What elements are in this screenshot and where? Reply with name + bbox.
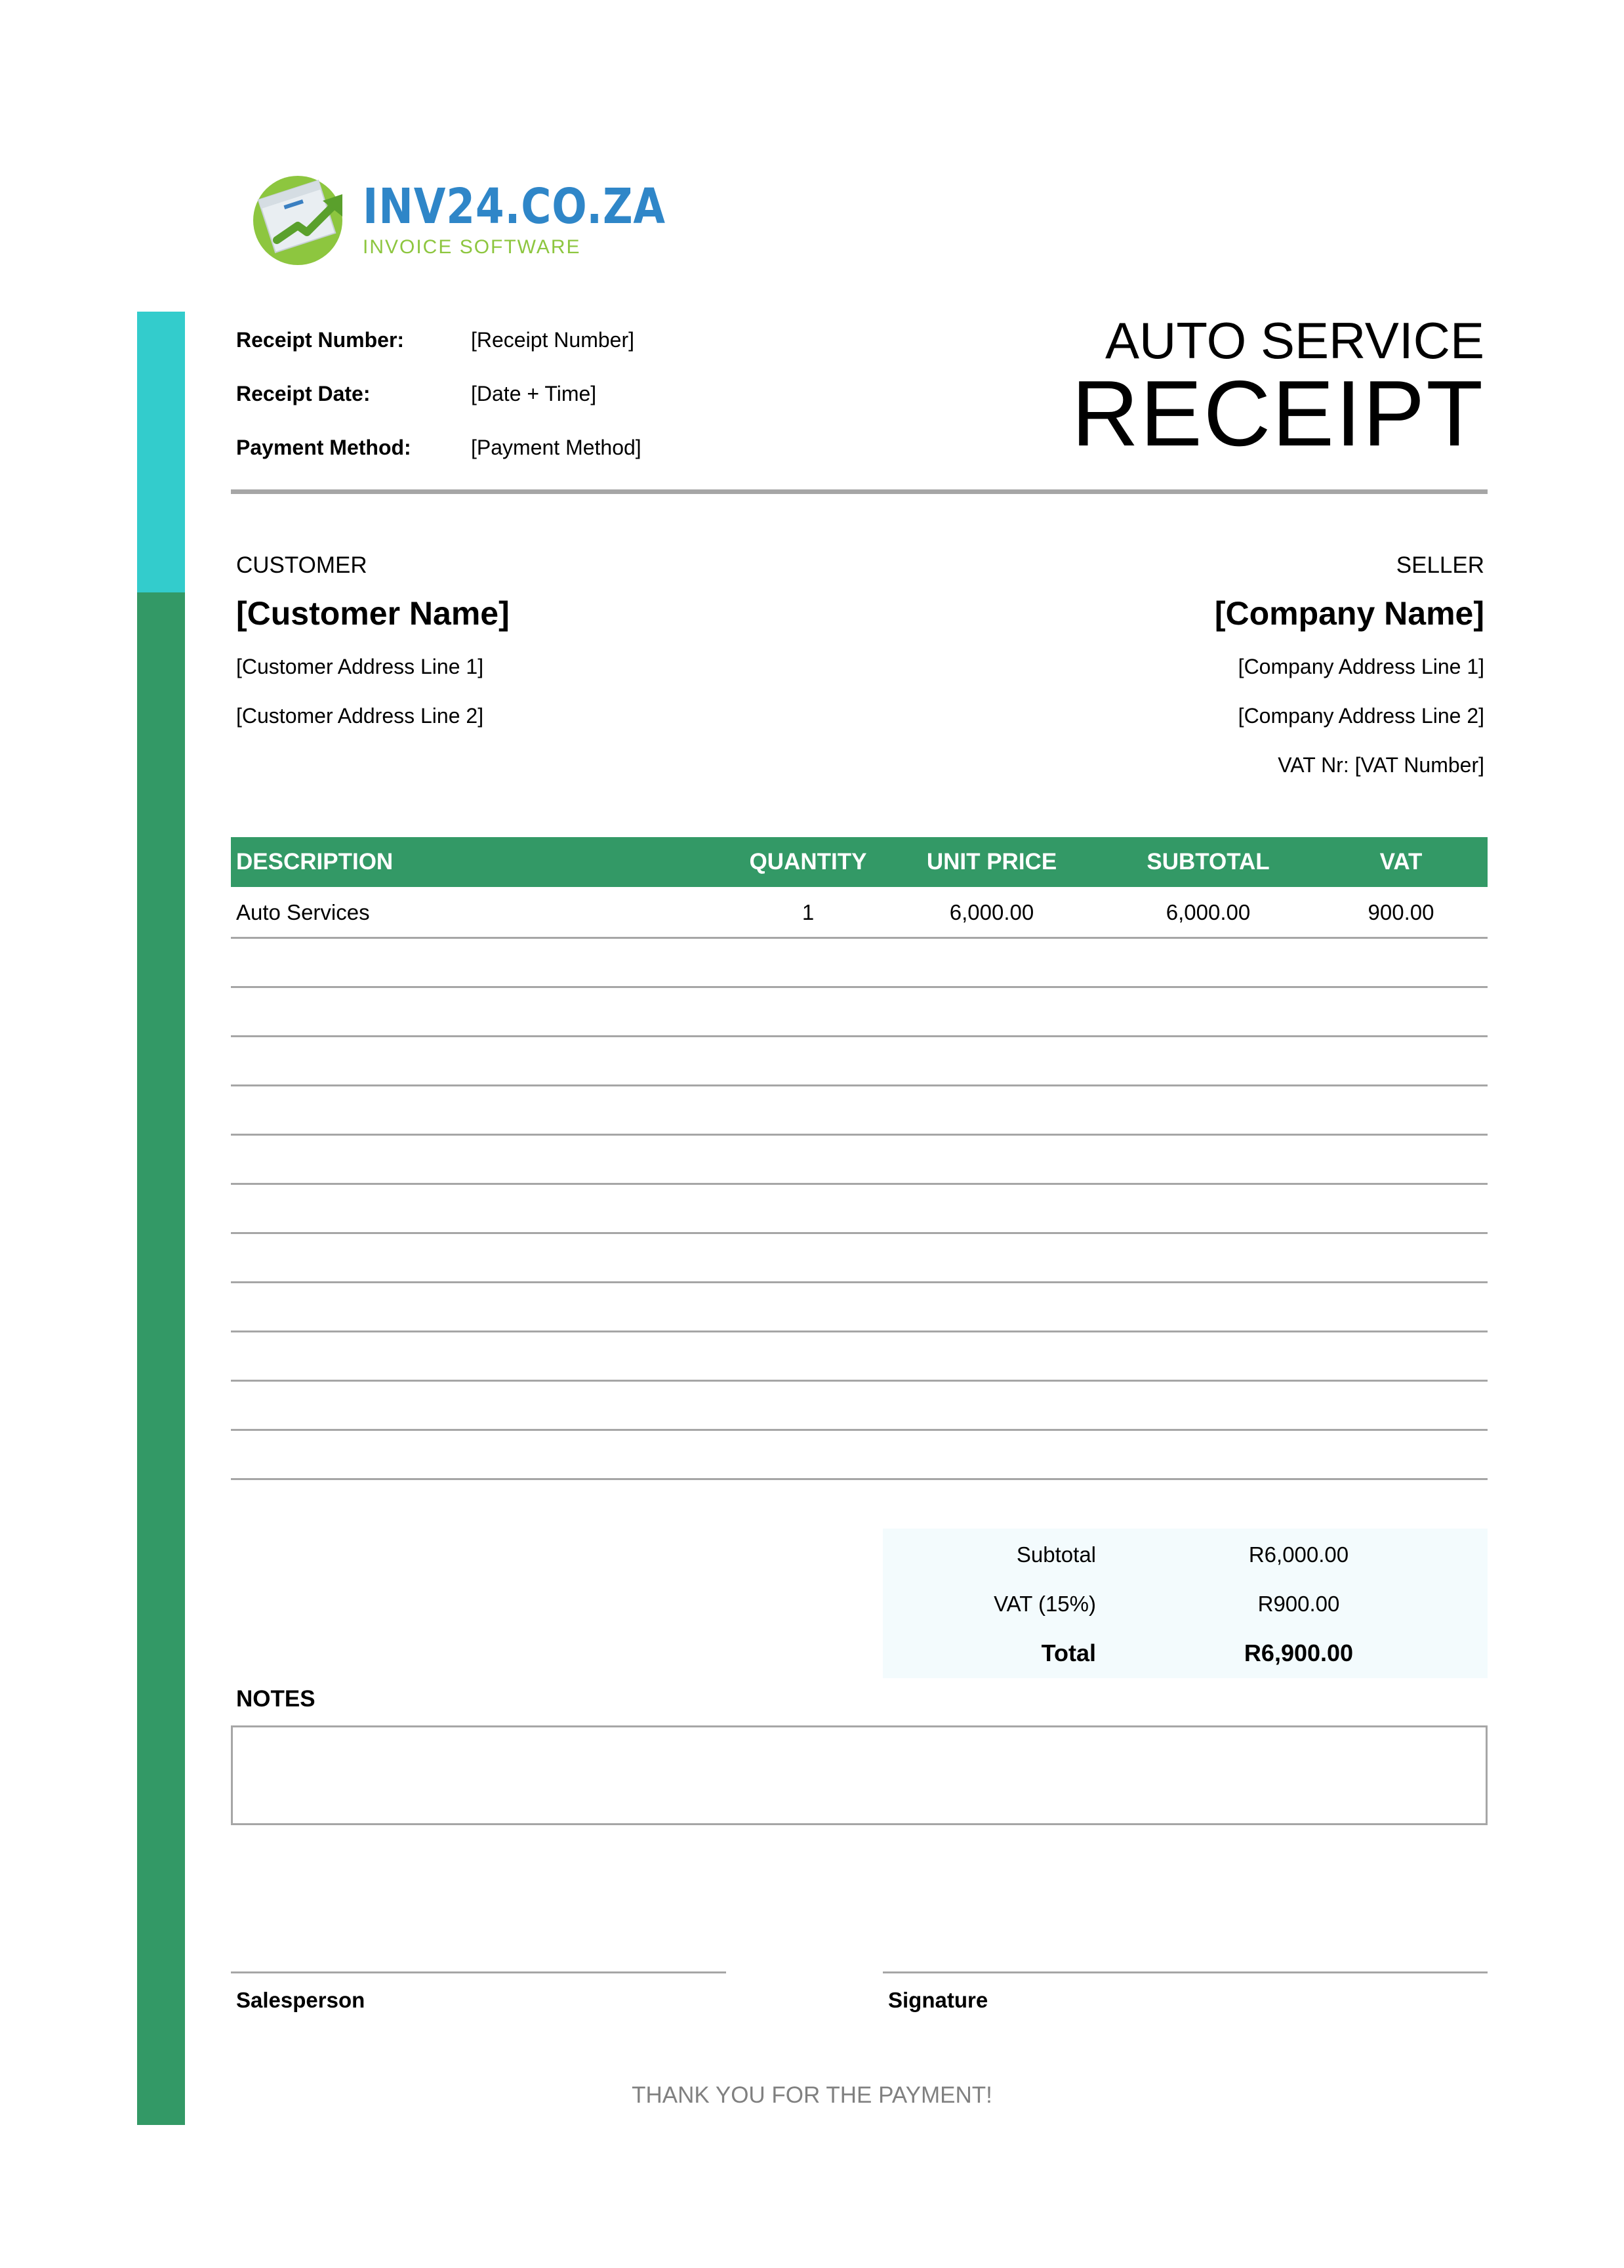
thank-you-message: THANK YOU FOR THE PAYMENT! — [632, 2082, 992, 2108]
title-line-2: RECEIPT — [1071, 361, 1484, 466]
seller-address-2: [Company Address Line 2] — [1238, 704, 1484, 728]
receipt-number-label: Receipt Number: — [236, 328, 405, 352]
subtotal-value: R6,000.00 — [1248, 1542, 1349, 1567]
signature-label: Signature — [888, 1988, 988, 2012]
col-vat: VAT — [1379, 849, 1423, 875]
table-row-divider — [231, 1478, 1488, 1480]
cell-subtotal: 6,000.00 — [1166, 900, 1251, 924]
col-description: DESCRIPTION — [236, 849, 394, 875]
receipt-date-value: [Date + Time] — [471, 382, 597, 405]
payment-method-value: [Payment Method] — [471, 436, 641, 459]
customer-label: CUSTOMER — [236, 552, 367, 578]
vat-label: VAT (15%) — [994, 1592, 1096, 1616]
title-line-1: AUTO SERVICE — [1105, 312, 1484, 369]
table-row-divider — [231, 1035, 1488, 1037]
signature-line — [883, 1971, 1488, 1973]
receipt-date-label: Receipt Date: — [236, 382, 371, 405]
table-row-divider — [231, 1429, 1488, 1431]
table-row-divider — [231, 937, 1488, 939]
table-row-divider — [231, 1134, 1488, 1136]
cell-unit-price: 6,000.00 — [949, 900, 1034, 924]
cell-vat: 900.00 — [1368, 900, 1434, 924]
table-row-divider — [231, 1380, 1488, 1382]
header-divider — [231, 489, 1488, 494]
logo-name: INV24.CO.ZA — [363, 178, 666, 235]
vat-value: R900.00 — [1257, 1592, 1340, 1616]
customer-address-2: [Customer Address Line 2] — [236, 704, 484, 728]
salesperson-line — [231, 1971, 726, 1973]
col-unit-price: UNIT PRICE — [926, 849, 1057, 875]
customer-address-1: [Customer Address Line 1] — [236, 655, 484, 678]
cell-quantity: 1 — [802, 900, 815, 924]
customer-name: [Customer Name] — [236, 595, 510, 632]
logo-icon — [244, 163, 362, 268]
subtotal-label: Subtotal — [1016, 1542, 1096, 1567]
accent-bar-top — [137, 312, 185, 592]
seller-vat-number: VAT Nr: [VAT Number] — [1278, 753, 1484, 777]
table-row-divider — [231, 1084, 1488, 1086]
items-table-header — [231, 837, 1488, 887]
total-value: R6,900.00 — [1244, 1639, 1354, 1666]
table-row-divider — [231, 1183, 1488, 1185]
accent-bar-bottom — [137, 592, 185, 2125]
table-row-divider — [231, 1232, 1488, 1234]
col-subtotal: SUBTOTAL — [1147, 849, 1270, 875]
payment-method-label: Payment Method: — [236, 436, 411, 459]
table-row-divider — [231, 1330, 1488, 1332]
cell-description: Auto Services — [236, 900, 370, 924]
logo-tagline: INVOICE SOFTWARE — [363, 236, 581, 258]
table-row-divider — [231, 1281, 1488, 1283]
notes-label: NOTES — [236, 1686, 315, 1712]
seller-name: [Company Name] — [1214, 595, 1484, 632]
receipt-number-value: [Receipt Number] — [471, 328, 634, 352]
salesperson-label: Salesperson — [236, 1988, 365, 2012]
seller-label: SELLER — [1396, 552, 1484, 578]
notes-box[interactable] — [231, 1725, 1488, 1825]
seller-address-1: [Company Address Line 1] — [1238, 655, 1484, 678]
table-row-divider — [231, 986, 1488, 988]
total-label: Total — [1041, 1639, 1096, 1666]
col-quantity: QUANTITY — [749, 849, 867, 875]
